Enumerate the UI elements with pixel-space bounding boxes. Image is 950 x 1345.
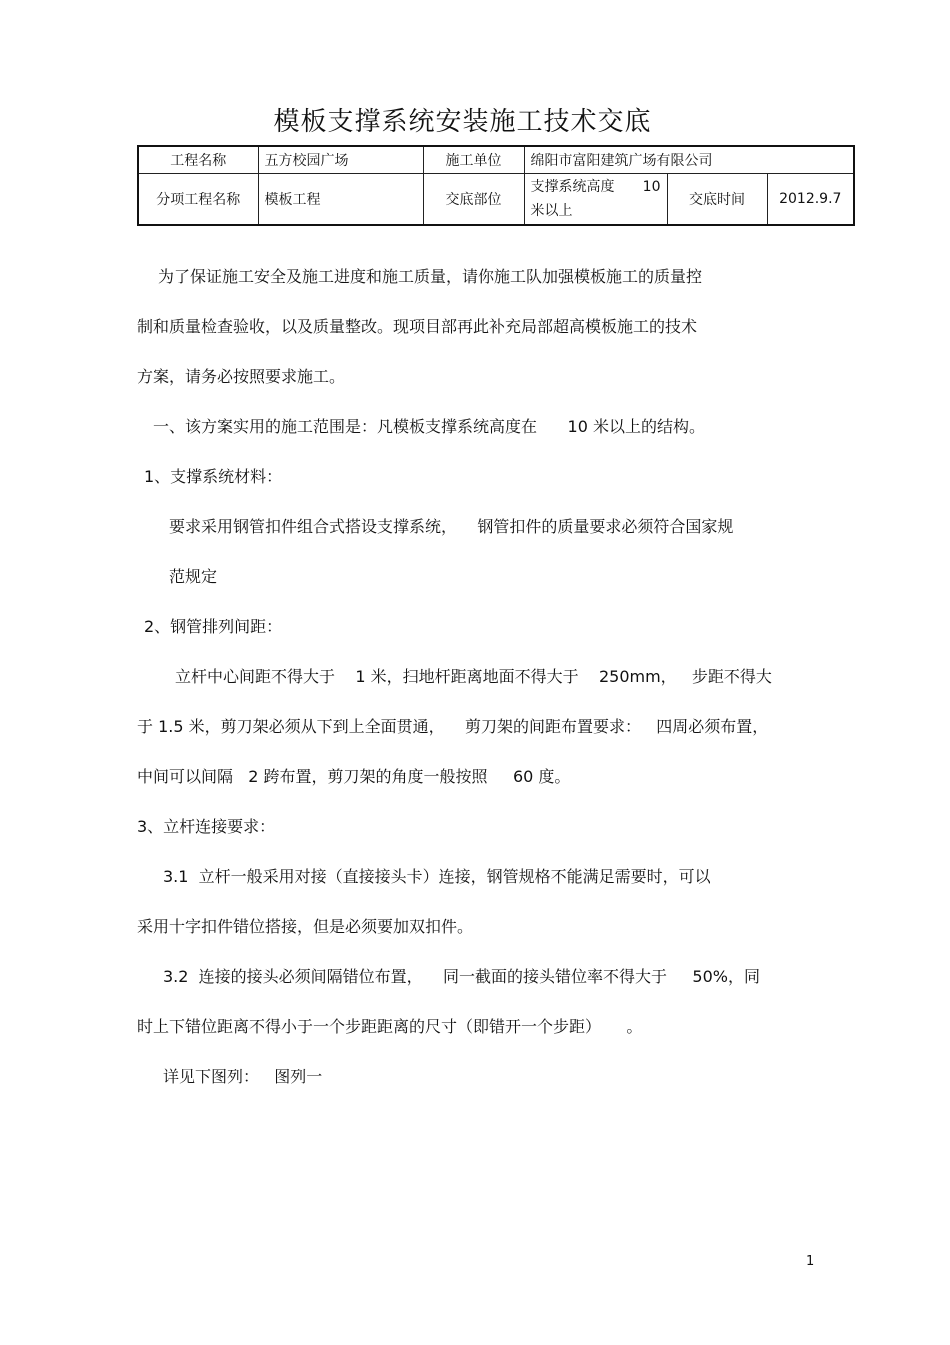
- body-line: 范规定: [169, 567, 218, 586]
- sub-project-value: 模板工程: [258, 174, 423, 226]
- contractor-value: 绵阳市富阳建筑广场有限公司: [524, 146, 854, 174]
- location-line1: 支撑系统高度: [530, 179, 615, 195]
- location-line2: 米以上: [530, 203, 573, 219]
- document-title: 模板支撑系统安装施工技术交底: [273, 107, 652, 137]
- body-line: 采用十字扣件错位搭接，但是必须要加双扣件。: [137, 917, 474, 936]
- section-heading: 一、该方案实用的施工范围是：凡模板支撑系统高度在 10 米以上的结构。: [153, 417, 705, 436]
- date-label: 交底时间: [667, 174, 767, 226]
- body-line: 为了保证施工安全及施工进度和施工质量，请你施工队加强模板施工的质量控: [158, 267, 703, 286]
- body-line: 于 1.5 米，剪刀架必须从下到上全面贯通， 剪刀架的间距布置要求： 四周必须布置，: [137, 717, 769, 736]
- location-number: 10: [642, 179, 661, 195]
- body-line: 方案，请务必按照要求施工。: [137, 367, 346, 386]
- project-name-label: 工程名称: [138, 146, 258, 174]
- body-line: 3.2 连接的接头必须间隔错位布置， 同一截面的接头错位率不得大于 50%，同: [163, 967, 760, 986]
- body-line: 3.1 立杆一般采用对接（直接接头卡）连接，钢管规格不能满足需要时，可以: [163, 867, 711, 886]
- subsection-heading: 1、支撑系统材料：: [144, 467, 283, 486]
- info-table: [137, 145, 855, 226]
- table-row: [138, 174, 854, 226]
- subsection-heading: 2、钢管排列间距：: [144, 617, 283, 636]
- contractor-label: 施工单位: [423, 146, 524, 174]
- location-label: 交底部位: [423, 174, 524, 226]
- body-line: 中间可以间隔 2 跨布置，剪刀架的角度一般按照 60 度。: [137, 767, 571, 786]
- body-line: 时上下错位距离不得小于一个步距距离的尺寸（即错开一个步距） 。: [137, 1017, 643, 1036]
- body-line: 详见下图列： 图列一: [163, 1067, 323, 1086]
- page-number: 1: [806, 1254, 815, 1269]
- sub-project-label: 分项工程名称: [138, 174, 258, 226]
- location-value: [524, 174, 667, 226]
- project-name-value: 五方校园广场: [258, 146, 423, 174]
- table-row: [138, 146, 854, 174]
- body-line: 制和质量检查验收，以及质量整改。现项目部再此补充局部超高模板施工的技术: [137, 317, 698, 336]
- body-line: 要求采用钢管扣件组合式搭设支撑系统， 钢管扣件的质量要求必须符合国家规: [169, 517, 734, 536]
- body-line: 立杆中心间距不得大于 1 米，扫地杆距离地面不得大于 250mm， 步距不得大: [175, 667, 772, 686]
- subsection-heading: 3、立杆连接要求：: [137, 817, 276, 836]
- date-value: 2012.9.7: [767, 174, 854, 226]
